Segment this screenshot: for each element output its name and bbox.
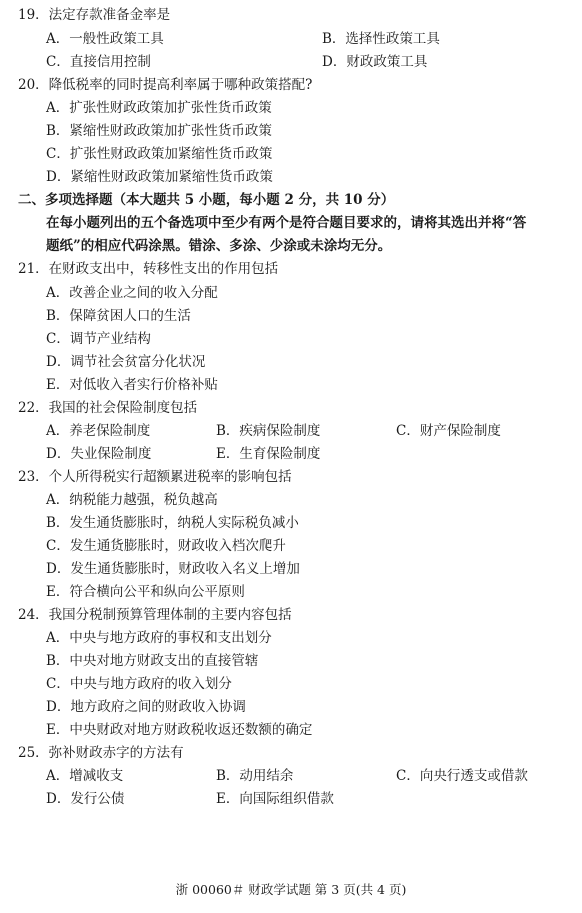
question-23-option-d: D．发生通货膨胀时，财政收入名义上增加: [46, 561, 300, 577]
question-24-option-c: C．中央与地方政府的收入划分: [46, 676, 232, 692]
section-2-title: 二、多项选择题（本大题共 5 小题，每小题 2 分，共 10 分）: [18, 192, 395, 208]
question-21-option-e: E．对低收入者实行价格补贴: [46, 377, 218, 393]
question-20-option-d: D．紧缩性财政政策加紧缩性货币政策: [46, 169, 273, 185]
question-24-option-b: B．中央对地方财政支出的直接管辖: [46, 653, 259, 669]
question-25-option-b: B．动用结余: [216, 768, 294, 784]
question-21-option-a: A．改善企业之间的收入分配: [46, 285, 218, 301]
question-19-option-b: B．选择性政策工具: [322, 31, 440, 47]
question-22-option-d: D．失业保险制度: [46, 446, 152, 462]
question-21-stem: 21．在财政支出中，转移性支出的作用包括: [18, 261, 279, 277]
question-21-option-c: C．调节产业结构: [46, 331, 151, 347]
question-24-stem: 24．我国分税制预算管理体制的主要内容包括: [18, 607, 292, 623]
question-23-stem: 23．个人所得税实行超额累进税率的影响包括: [18, 469, 292, 485]
question-25-option-c: C．向央行透支或借款: [396, 768, 528, 784]
question-19-stem: 19．法定存款准备金率是: [18, 7, 171, 23]
question-20-option-c: C．扩张性财政政策加紧缩性货币政策: [46, 146, 273, 162]
question-23-option-c: C．发生通货膨胀时，财政收入档次爬升: [46, 538, 286, 554]
question-25-option-a: A．增减收支: [46, 768, 124, 784]
question-20-stem: 20．降低税率的同时提高利率属于哪种政策搭配?: [18, 77, 313, 93]
question-19-option-d: D．财政政策工具: [322, 54, 428, 70]
question-24-option-a: A．中央与地方政府的事权和支出划分: [46, 630, 272, 646]
question-22-option-b: B．疾病保险制度: [216, 423, 321, 439]
question-24-option-e: E．中央财政对地方财政税收返还数额的确定: [46, 722, 313, 738]
question-22-option-a: A．养老保险制度: [46, 423, 151, 439]
question-22-option-e: E．生育保险制度: [216, 446, 321, 462]
question-25-option-e: E．向国际组织借款: [216, 791, 334, 807]
question-20-option-b: B．紧缩性财政政策加扩张性货币政策: [46, 123, 272, 139]
question-21-option-b: B．保障贫困人口的生活: [46, 308, 191, 324]
question-23-option-e: E．符合横向公平和纵向公平原则: [46, 584, 245, 600]
question-22-option-c: C．财产保险制度: [396, 423, 501, 439]
question-23-option-a: A．纳税能力越强，税负越高: [46, 492, 218, 508]
question-21-option-d: D．调节社会贫富分化状况: [46, 354, 206, 370]
question-22-stem: 22．我国的社会保险制度包括: [18, 400, 198, 416]
question-19-option-a: A．一般性政策工具: [46, 31, 164, 47]
question-19-option-c: C．直接信用控制: [46, 54, 151, 70]
section-2-instruction-line-1: 在每小题列出的五个备选项中至少有两个是符合题目要求的，请将其选出并将“答: [46, 215, 527, 231]
question-25-stem: 25．弥补财政赤字的方法有: [18, 745, 184, 761]
question-20-option-a: A．扩张性财政政策加扩张性货币政策: [46, 100, 272, 116]
page-footer: 浙 00060＃ 财政学试题 第 3 页(共 4 页): [175, 882, 407, 897]
question-25-option-d: D．发行公债: [46, 791, 125, 807]
section-2-instruction-line-2: 题纸”的相应代码涂黑。错涂、多涂、少涂或未涂均无分。: [46, 238, 392, 254]
question-24-option-d: D．地方政府之间的财政收入协调: [46, 699, 246, 715]
question-23-option-b: B．发生通货膨胀时，纳税人实际税负减小: [46, 515, 299, 531]
